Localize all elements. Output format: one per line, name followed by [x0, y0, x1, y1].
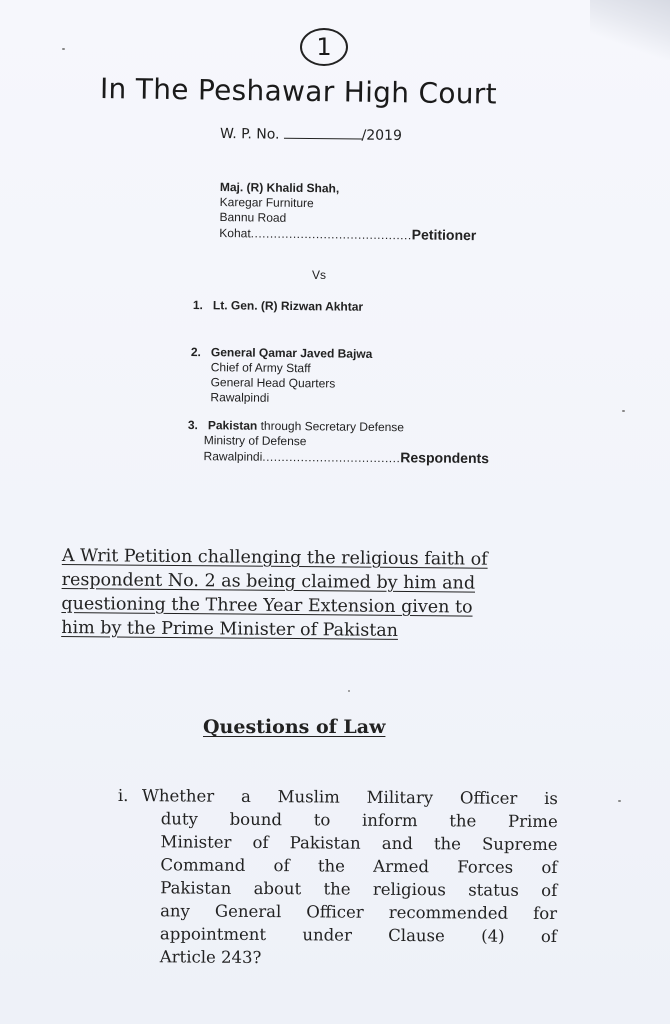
respondent-number: 3. [187, 418, 199, 433]
question-line: Article 243? [159, 947, 262, 968]
scan-speck [618, 800, 621, 802]
question-line: Pakistan about the religious status of [160, 878, 558, 901]
respondent-detail-line: Ministry of Defense [203, 433, 307, 449]
respondent-name-suffix: through Secretary Defense [257, 418, 405, 435]
petitioner-dots: .......................................... [250, 226, 412, 243]
petition-heading-line: respondent No. 2 as being claimed by him and [61, 569, 476, 594]
question-item [117, 784, 558, 971]
respondent-city-line [188, 448, 490, 467]
court-title: In The Peshawar High Court [99, 72, 498, 111]
question-first-line [118, 784, 558, 810]
petitioner-city-line [219, 225, 476, 244]
question-line: appointment under Clause (4) of [159, 924, 558, 947]
respondent-detail-line: Rawalpindi [210, 390, 270, 405]
scan-speck [622, 410, 625, 412]
scan-speck [348, 690, 350, 692]
respondent-detail-line: General Head Quarters [210, 375, 336, 391]
petition-heading-line: questioning the Three Year Extension given to [61, 593, 473, 618]
petitioner-city: Kohat [219, 225, 251, 241]
respondent-dots: .................................... [262, 449, 401, 466]
respondent-1 [193, 298, 363, 315]
respondent-detail-line: Chief of Army Staff [210, 360, 311, 376]
respondent-number: 1. [192, 298, 204, 313]
respondent-2 [190, 345, 372, 407]
question-line: Minister of Pakistan and the Supreme [160, 832, 558, 855]
respondent-name: Lt. Gen. (R) Rizwan Akhtar [212, 298, 364, 314]
questions-of-law-title: Questions of Law [203, 716, 386, 738]
petitioner-address-line: Karegar Furniture [219, 194, 314, 211]
question-line: any General Officer recommended for [160, 901, 558, 924]
question-label: i. [117, 785, 129, 806]
wp-year: /2019 [361, 127, 402, 144]
question-line: duty bound to inform the Prime [160, 809, 558, 832]
respondent-name: Pakistan [207, 418, 258, 433]
question-line: Whether a Muslim Military Officer is [141, 786, 558, 809]
respondent-name: General Qamar Javed Bajwa [210, 345, 373, 361]
wp-label: W. P. No. [219, 126, 280, 143]
question-line: Command of the Armed Forces of [160, 855, 558, 878]
page-number: 1 [300, 28, 348, 66]
petitioner-name: Maj. (R) Khalid Shah, [219, 180, 340, 196]
petition-heading-line: A Writ Petition challenging the religious faith of [61, 545, 488, 570]
writ-petition-number [220, 126, 402, 144]
respondent-city: Rawalpindi [203, 449, 263, 464]
wp-blank [284, 138, 362, 140]
respondents-role: Respondents [400, 449, 490, 467]
respondent-number: 2. [190, 345, 202, 360]
versus-label: Vs [312, 268, 327, 282]
petition-heading [61, 544, 542, 644]
petitioner-address-line: Bannu Road [219, 209, 287, 225]
scan-speck [62, 48, 65, 50]
folded-corner [590, 0, 670, 60]
petitioner-role: Petitioner [411, 226, 477, 244]
petition-heading-line: him by the Prime Minister of Pakistan [61, 617, 399, 641]
respondent-3 [188, 418, 490, 467]
petitioner-block [219, 180, 477, 244]
